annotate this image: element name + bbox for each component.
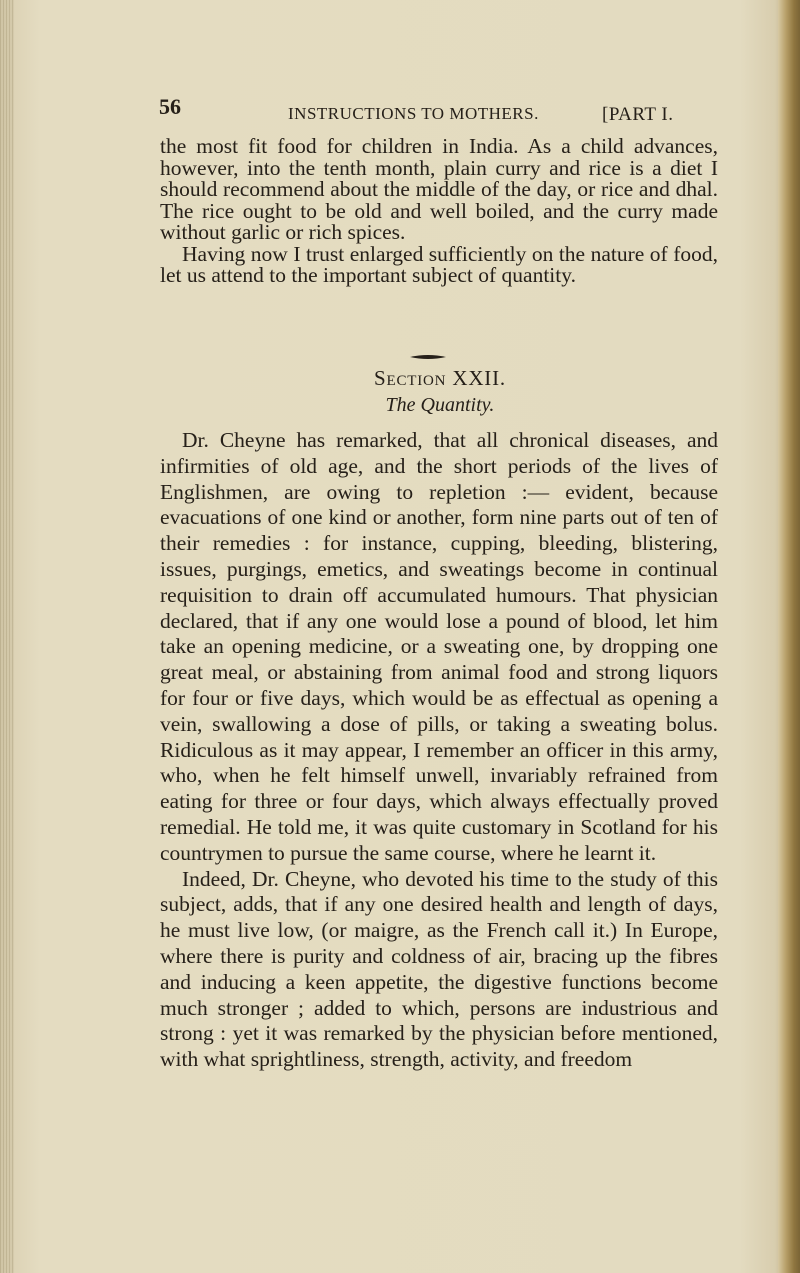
part-label: [PART I. — [602, 104, 674, 125]
page-number: 56 — [159, 94, 181, 119]
body-paragraph: Dr. Cheyne has remarked, that all chronical diseases, and infirmities of old age, and the short periods of the lives of Englishmen, are owing to repletion :— evident, because evacuations of one kind or another, form nine parts out of ten of their remedies : for instance, cupping, bleeding, blistering, issues, purgings, emetics, and sweatings become in continual requisition to drain off accumulated humours. That physician declared, that if any one would lose a pound of blood, let him take an opening medicine, or a sweating one, by dropping one great meal, or abstaining from animal food and strong liquors for four or five days, which would be as effectual as opening a vein, swallowing a dose of pills, or taking a sweating bolus. Ridiculous as it may appear, I remember an officer in this army, who, when he felt himself unwell, invariably refrained from eating for three or four days, which always effectually proved remedial. He told me, it was quite customary in Scotland for his countrymen to pursue the same course, where he learnt it. — [160, 428, 718, 865]
continued-paragraph: the most fit food for children in India. As a child advances, however, into the tenth month, plain curry and rice is a diet I should recommend about the middle of the day, or rice and dhal. The rice ought to be old and well boiled, and the curry made without garlic or rich spices. — [160, 134, 718, 244]
section-heading: Section XXII. — [374, 366, 506, 390]
running-head: INSTRUCTIONS TO MOTHERS. — [288, 104, 539, 123]
page-edge-right — [778, 0, 800, 1273]
body-paragraph: Indeed, Dr. Cheyne, who devoted his time to the study of this subject, adds, that if any one desired health and length of days, he must live low, (or maigre, as the French call it.) In Europe, where there is purity and coldness of air, bracing up the fibres and inducing a keen appetite, the digestive functions become much stronger ; added to which, persons are industrious and strong : yet it was remarked by the physician before mentioned, with what sprightliness, strength, activity, and freedom — [160, 866, 718, 1072]
page-header — [0, 94, 800, 134]
section-body — [160, 428, 718, 1073]
section-subheading: The Quantity. — [385, 394, 495, 416]
transition-paragraph: Having now I trust enlarged sufficiently on the nature of food, let us attend to the important subject of quantity. — [160, 241, 718, 287]
opening-text — [160, 136, 718, 287]
section-divider-ornament — [408, 352, 448, 362]
page-gutter-left — [0, 0, 14, 1273]
